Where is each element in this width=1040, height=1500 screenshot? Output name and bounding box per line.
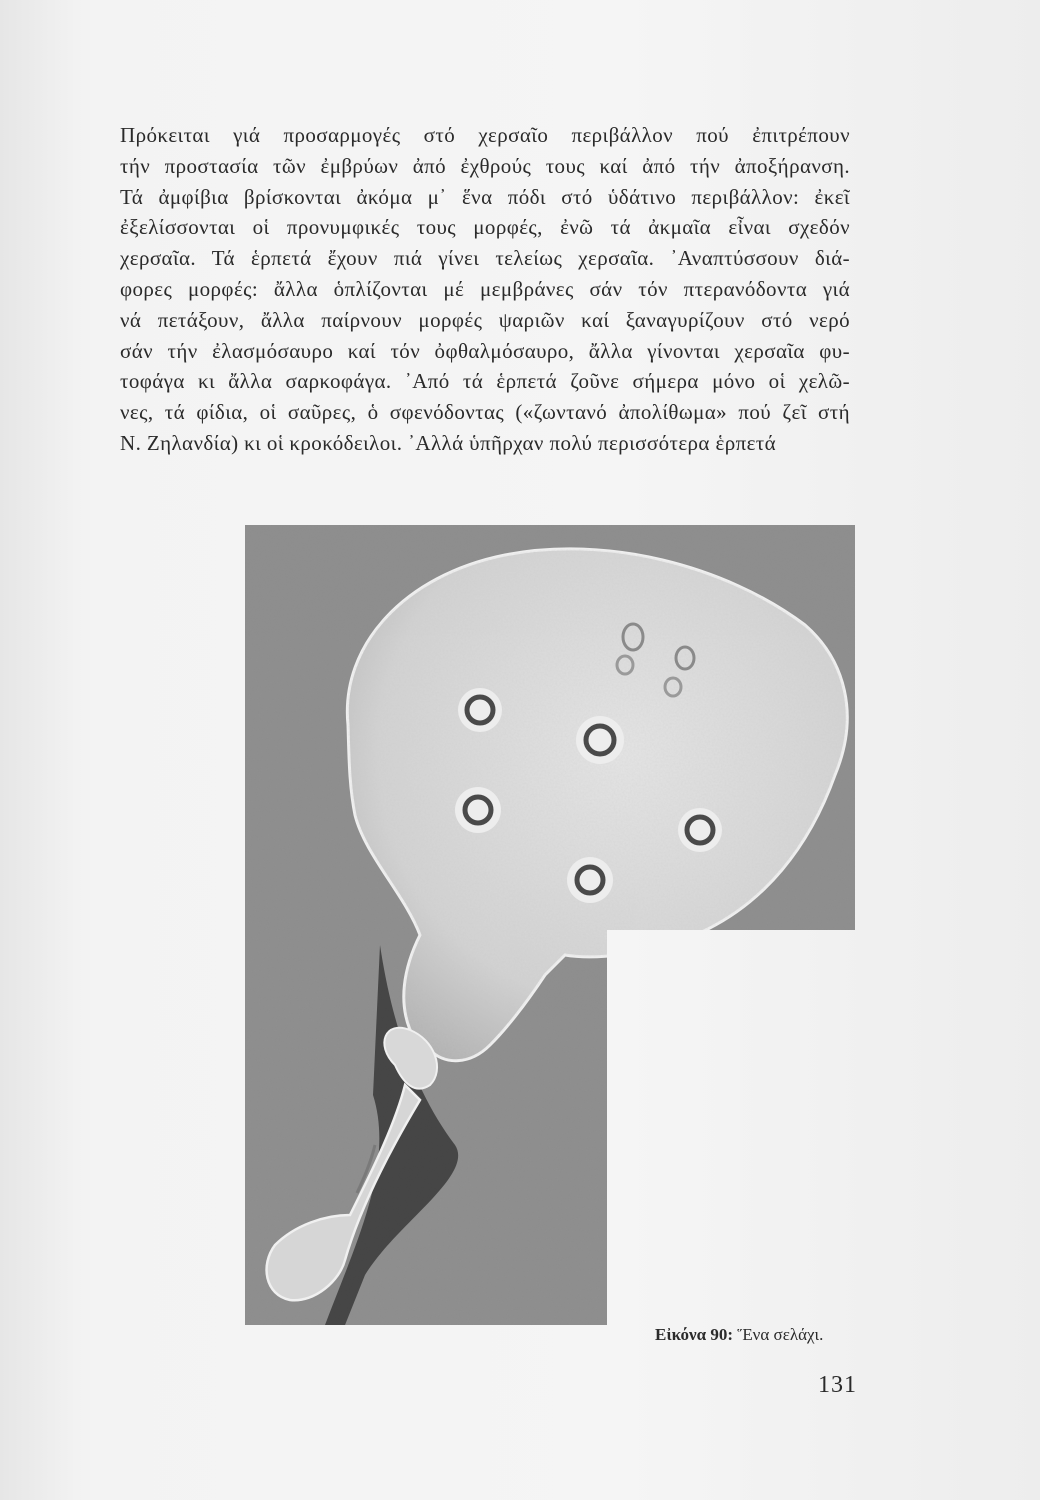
page-number: 131: [818, 1372, 857, 1398]
text-line-1: Πρόκειται γιά προσαρμογές στό χερσαῖο περιβάλλον πού ἐπιτρέπουν: [120, 123, 850, 147]
figure-caption: [655, 1325, 823, 1345]
ray-photograph-svg: [245, 525, 855, 1325]
caption-label: Εἰκόνα 90:: [655, 1325, 734, 1344]
body-paragraph: [120, 120, 850, 459]
ray-spot: [576, 716, 624, 764]
text-line-3: Τά ἀμφίβια βρίσκονται ἀκόμα μ᾿ ἕνα πόδι στό ὑδάτινο περιβάλλον: ἐκεῖ: [120, 184, 850, 209]
text-line-2: τήν προστασία τῶν ἐμβρύων ἀπό ἐχθρούς τους καί ἀπό τήν ἀποξήρανση.: [120, 153, 850, 178]
text-line-7: νά πετάξουν, ἄλλα παίρνουν μορφές ψαριῶν καί ξαναγυρίζουν στό νερό: [120, 307, 850, 332]
ray-photograph: [245, 525, 855, 1325]
text-line-11: Ν. Ζηλανδία) κι οἱ κροκόδειλοι. ᾿Αλλά ὑπῆρχαν πολύ περισσότερα ἑρπετά: [120, 430, 777, 455]
photo-area: [245, 525, 855, 1325]
text-line-4: ἐξελίσσονται οἱ προνυμφικές τους μορφές, ἐνῶ τά ἀκμαῖα εἶναι σχεδόν: [120, 215, 850, 240]
ray-spot: [678, 808, 722, 852]
text-line-8: σάν τήν ἐλασμόσαυρο καί τόν ὀφθαλμόσαυρο, ἄλλα γίνονται χερσαῖα φυ-: [120, 338, 850, 363]
ray-spot: [567, 857, 613, 903]
text-line-5: χερσαῖα. Τά ἑρπετά ἔχουν πιά γίνει τελείως χερσαῖα. ᾿Αναπτύσσουν διά-: [120, 246, 850, 271]
caption-text: Ἕνα σελάχι.: [733, 1325, 824, 1344]
text-line-6: φορες μορφές: ἄλλα ὁπλίζονται μέ μεμβράνες σάν τόν πτερανόδοντα γιά: [120, 276, 850, 301]
ray-spot: [455, 787, 501, 833]
ray-spot: [458, 688, 502, 732]
text-line-10: νες, τά φίδια, οἱ σαῦρες, ὁ σφενόδοντας («ζωντανό ἀπολίθωμα» πού ζεῖ στή: [120, 400, 850, 425]
text-line-9: τοφάγα κι ἄλλα σαρκοφάγα. ᾿Από τά ἑρπετά ζοῦνε σήμερα μόνο οἱ χελῶ-: [120, 369, 850, 394]
